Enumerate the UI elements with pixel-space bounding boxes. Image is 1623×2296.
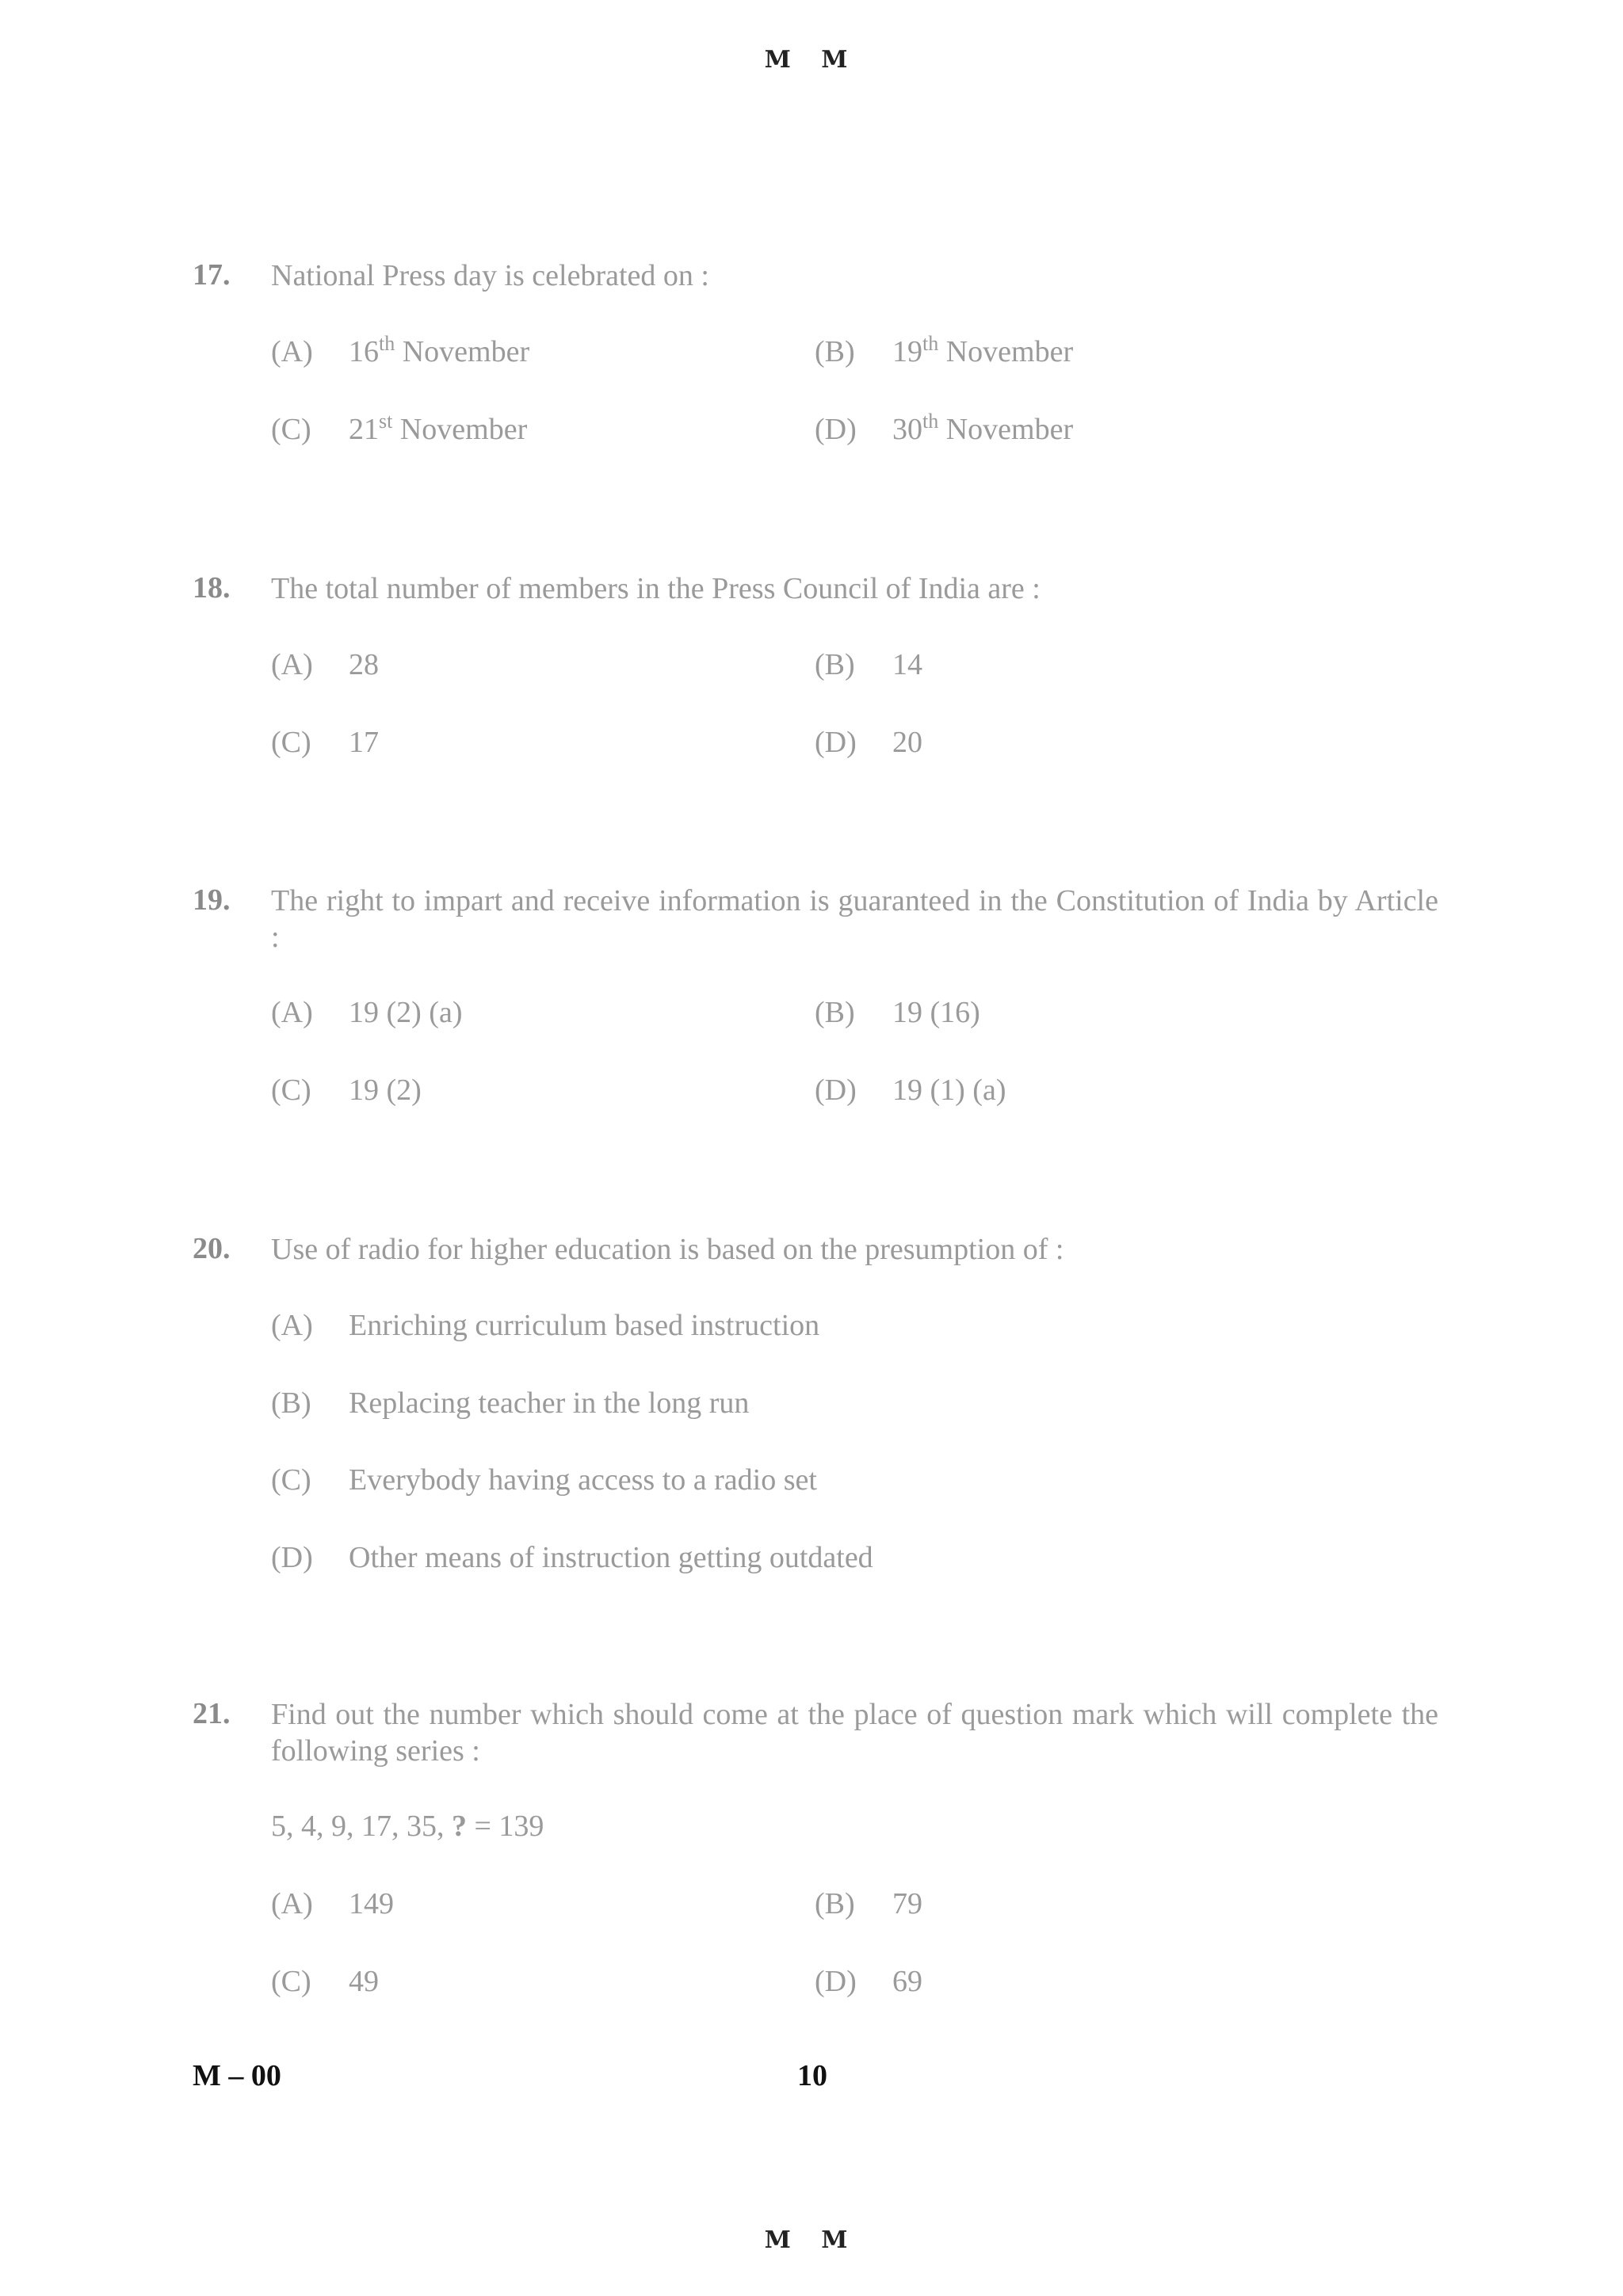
option-b [815, 1886, 922, 1921]
question-number: 18. [193, 571, 231, 605]
option-text: 14 [892, 648, 922, 681]
option-d [271, 1540, 873, 1575]
option-text: 20 [892, 726, 922, 759]
option-text: 19 (16) [892, 996, 980, 1029]
option-text: 79 [892, 1887, 922, 1920]
option-text: 19 (2) [349, 1074, 422, 1107]
option-text: 19 (2) (a) [349, 996, 463, 1029]
option-value: 16 [349, 335, 379, 368]
option-a [271, 995, 462, 1030]
option-label: (B) [815, 1887, 855, 1920]
option-c [271, 725, 379, 760]
option-value: 30 [892, 413, 922, 446]
option-label: (B) [815, 648, 855, 681]
option-label: (C) [271, 1965, 311, 1998]
question-number: 19. [193, 883, 231, 917]
option-text: 28 [349, 648, 379, 681]
option-month: November [395, 335, 530, 368]
option-text: Replacing teacher in the long run [349, 1386, 750, 1420]
option-d [815, 412, 1073, 447]
option-label: (B) [815, 335, 855, 368]
option-c [271, 1463, 817, 1497]
footer-mark: M M [764, 2226, 859, 2254]
option-a [271, 334, 529, 369]
question-text: The right to impart and receive information is guaranteed in the Constitution of India by Article : [271, 884, 1438, 954]
option-value: 21 [349, 413, 379, 446]
question-number: 21. [193, 1697, 231, 1730]
option-label: (D) [815, 726, 857, 759]
option-a [271, 1308, 819, 1343]
option-text: 19 (1) (a) [892, 1074, 1006, 1107]
option-label: (A) [271, 648, 313, 681]
option-value: 19 [892, 335, 922, 368]
option-label: (C) [271, 1074, 311, 1107]
series-result: = 139 [467, 1810, 544, 1843]
option-label: (C) [271, 726, 311, 759]
option-text: 49 [349, 1965, 379, 1998]
option-d [815, 1964, 922, 1999]
option-label: (D) [271, 1541, 313, 1574]
option-label: (A) [271, 1309, 313, 1342]
option-label: (B) [271, 1386, 311, 1420]
paper-code: M – 00 [193, 2059, 281, 2092]
number-series [271, 1809, 544, 1844]
option-text: 69 [892, 1965, 922, 1998]
option-a [271, 647, 379, 682]
question-text: National Press day is celebrated on : [271, 259, 709, 292]
option-text: 149 [349, 1887, 394, 1920]
option-label: (D) [815, 1074, 857, 1107]
header-mark: M M [764, 46, 859, 74]
option-text: Enriching curriculum based instruction [349, 1309, 820, 1342]
option-month: November [938, 335, 1074, 368]
option-a [271, 1886, 394, 1921]
option-suffix: th [379, 332, 395, 355]
question-text: Find out the number which should come at the place of question mark which will complete the following series : [271, 1698, 1438, 1768]
question-number: 17. [193, 258, 231, 292]
option-suffix: st [379, 410, 393, 433]
option-b [815, 995, 980, 1030]
option-month: November [392, 413, 528, 446]
question-text: The total number of members in the Press Council of India are : [271, 572, 1041, 605]
option-d [815, 725, 922, 760]
option-label: (D) [815, 1965, 857, 1998]
option-label: (A) [271, 335, 313, 368]
option-suffix: th [922, 410, 939, 433]
page-number: 10 [797, 2059, 827, 2092]
option-label: (D) [815, 413, 857, 446]
option-c [271, 1073, 422, 1108]
option-b [815, 334, 1073, 369]
option-text: 17 [349, 726, 379, 759]
question-mark: ? [452, 1810, 467, 1843]
option-b [271, 1386, 749, 1421]
question-number: 20. [193, 1232, 231, 1265]
option-label: (A) [271, 996, 313, 1029]
option-c [271, 412, 527, 447]
option-label: (A) [271, 1887, 313, 1920]
option-c [271, 1964, 379, 1999]
option-month: November [938, 413, 1074, 446]
option-label: (B) [815, 996, 855, 1029]
option-text: Other means of instruction getting outdated [349, 1541, 873, 1574]
option-b [815, 647, 922, 682]
option-label: (C) [271, 413, 311, 446]
option-d [815, 1073, 1006, 1108]
series-values: 5, 4, 9, 17, 35, [271, 1810, 452, 1843]
option-text: Everybody having access to a radio set [349, 1463, 817, 1497]
option-suffix: th [922, 332, 939, 355]
question-text: Use of radio for higher education is based on the presumption of : [271, 1233, 1064, 1266]
option-label: (C) [271, 1463, 311, 1497]
